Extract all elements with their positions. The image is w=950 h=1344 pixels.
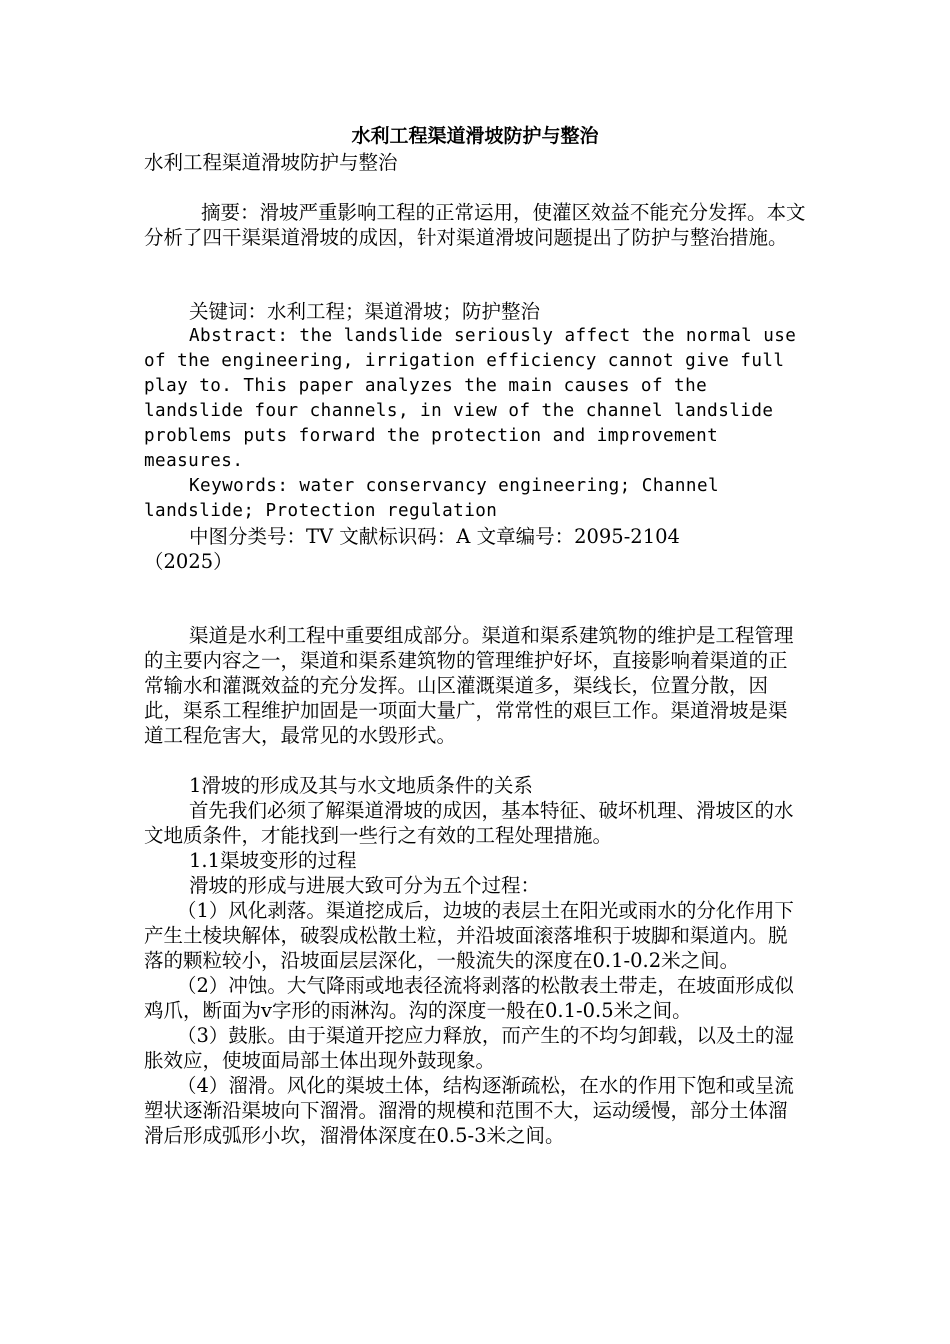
keywords-en [144, 474, 814, 524]
classification [144, 524, 684, 574]
section-1-1-heading: 1.1渠坡变形的过程 [189, 849, 357, 872]
document-subtitle: 水利工程渠道滑坡防护与整治 [144, 151, 398, 174]
section-1 [144, 773, 806, 1148]
intro [144, 623, 806, 748]
section-1-heading: 1滑坡的形成及其与水文地质条件的关系 [189, 774, 533, 797]
list-item-erosion: （2）冲蚀。大气降雨或地表径流将剥落的松散表土带走，在坡面形成似鸡爪，断面为v字形的雨淋沟。沟的深度一般在0.1-0.5米之间。 [144, 974, 794, 1022]
keywords-en-text: Keywords: water conservancy engineering; Channel landslide; Protection regulation [144, 476, 720, 521]
keywords-cn-text: 关键词：水利工程；渠道滑坡；防护整治 [189, 300, 541, 323]
keywords-cn [144, 299, 806, 324]
intro-paragraph: 渠道是水利工程中重要组成部分。渠道和渠系建筑物的维护是工程管理的主要内容之一，渠道和渠系建筑物的管理维护好坏，直接影响着渠道的正常输水和灌溉效益的充分发挥。山区灌溉渠道多，渠线长，位置分散，因此，渠系工程维护加固是一项面大量广，常常性的艰巨工作。渠道滑坡是渠道工程危害大，最常见的水毁形式。 [144, 624, 794, 747]
section-1-1-intro: 滑坡的形成与进展大致可分为五个过程： [189, 874, 541, 897]
list-item-weathering: （1）风化剥落。渠道挖成后，边坡的表层土在阳光或雨水的分化作用下产生土棱块解体，破裂成松散土粒，并沿坡面滚落堆积于坡脚和渠道内。脱落的颗粒较小，沿坡面层层深化，一般流失的深度在0.1-0.2米之间。 [144, 899, 794, 972]
abstract-en [144, 324, 814, 474]
classification-text: 中图分类号：TV 文献标识码：A 文章编号：2095-2104（2025） [144, 525, 680, 573]
abstract-cn [144, 200, 806, 250]
list-item-bulging: （3）鼓胀。由于渠道开挖应力释放，而产生的不均匀卸载，以及土的湿胀效应，使坡面局部土体出现外鼓现象。 [144, 1024, 794, 1072]
abstract-cn-text: 摘要：滑坡严重影响工程的正常运用，使灌区效益不能充分发挥。本文分析了四干渠渠道滑坡的成因，针对渠道滑坡问题提出了防护与整治措施。 [144, 201, 806, 249]
section-1-paragraph: 首先我们必须了解渠道滑坡的成因，基本特征、破坏机理、滑坡区的水文地质条件，才能找到一些行之有效的工程处理措施。 [144, 799, 794, 847]
document-title: 水利工程渠道滑坡防护与整治 [351, 125, 599, 147]
abstract-en-text: Abstract: the landslide seriously affect the normal use of the engineering, irrigation efficiency cannot give full play to. This paper analyzes the main causes of the landslide four channels, in view of the channel landslide problems puts forward the protection and improvement measures. [144, 326, 797, 471]
list-item-sliding: （4）溜滑。风化的渠坡土体，结构逐渐疏松，在水的作用下饱和或呈流塑状逐渐沿渠坡向下溜滑。溜滑的规模和范围不大，运动缓慢，部分土体溜滑后形成弧形小坎，溜滑体深度在0.5-3米之间。 [144, 1074, 794, 1147]
